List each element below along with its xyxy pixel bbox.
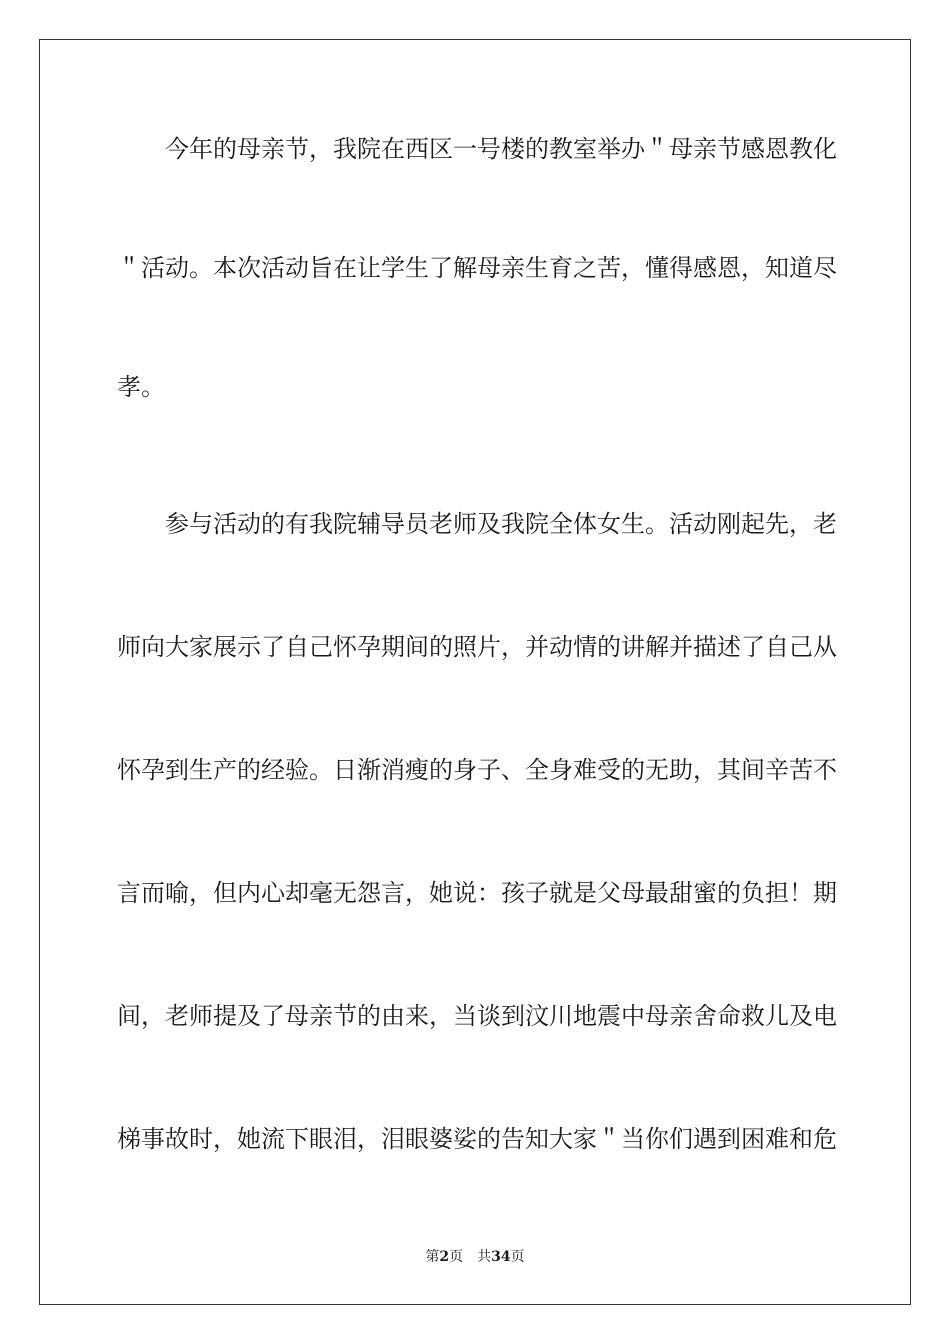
page-prefix: 第 (425, 1249, 440, 1265)
paragraph-2-line-1: 参与活动的有我院辅导员老师及我院全体女生。活动刚起先，老 (165, 510, 837, 538)
paragraph-2-line-6: 梯事故时，她流下眼泪，泪眼婆娑的告知大家＂当你们遇到困难和危 (117, 1125, 837, 1153)
paragraph-2-line-4: 言而喻，但内心却毫无怨言，她说：孩子就是父母最甜蜜的负担！期 (117, 879, 837, 907)
total-suffix: 页 (510, 1249, 525, 1265)
paragraph-1-line-3: 孝。 (117, 373, 165, 401)
paragraph-2-line-2: 师向大家展示了自己怀孕期间的照片，并动情的讲解并描述了自己从 (117, 633, 837, 661)
paragraph-1-line-2: ＂活动。本次活动旨在让学生了解母亲生育之苦，懂得感恩，知道尽 (117, 254, 837, 282)
page-number: 2 (439, 1249, 450, 1265)
page-suffix: 页 (449, 1249, 464, 1265)
paragraph-1-line-1: 今年的母亲节，我院在西区一号楼的教室举办＂母亲节感恩教化 (165, 135, 837, 163)
paragraph-2-line-5: 间，老师提及了母亲节的由来，当谈到汶川地震中母亲舍命救儿及电 (117, 1002, 837, 1030)
page-footer (0, 1247, 950, 1267)
paragraph-2-line-3: 怀孕到生产的经验。日渐消瘦的身子、全身难受的无助，其间辛苦不 (117, 756, 837, 784)
page-border (39, 39, 911, 1305)
total-pages: 34 (491, 1249, 511, 1265)
total-prefix: 共 (477, 1249, 492, 1265)
